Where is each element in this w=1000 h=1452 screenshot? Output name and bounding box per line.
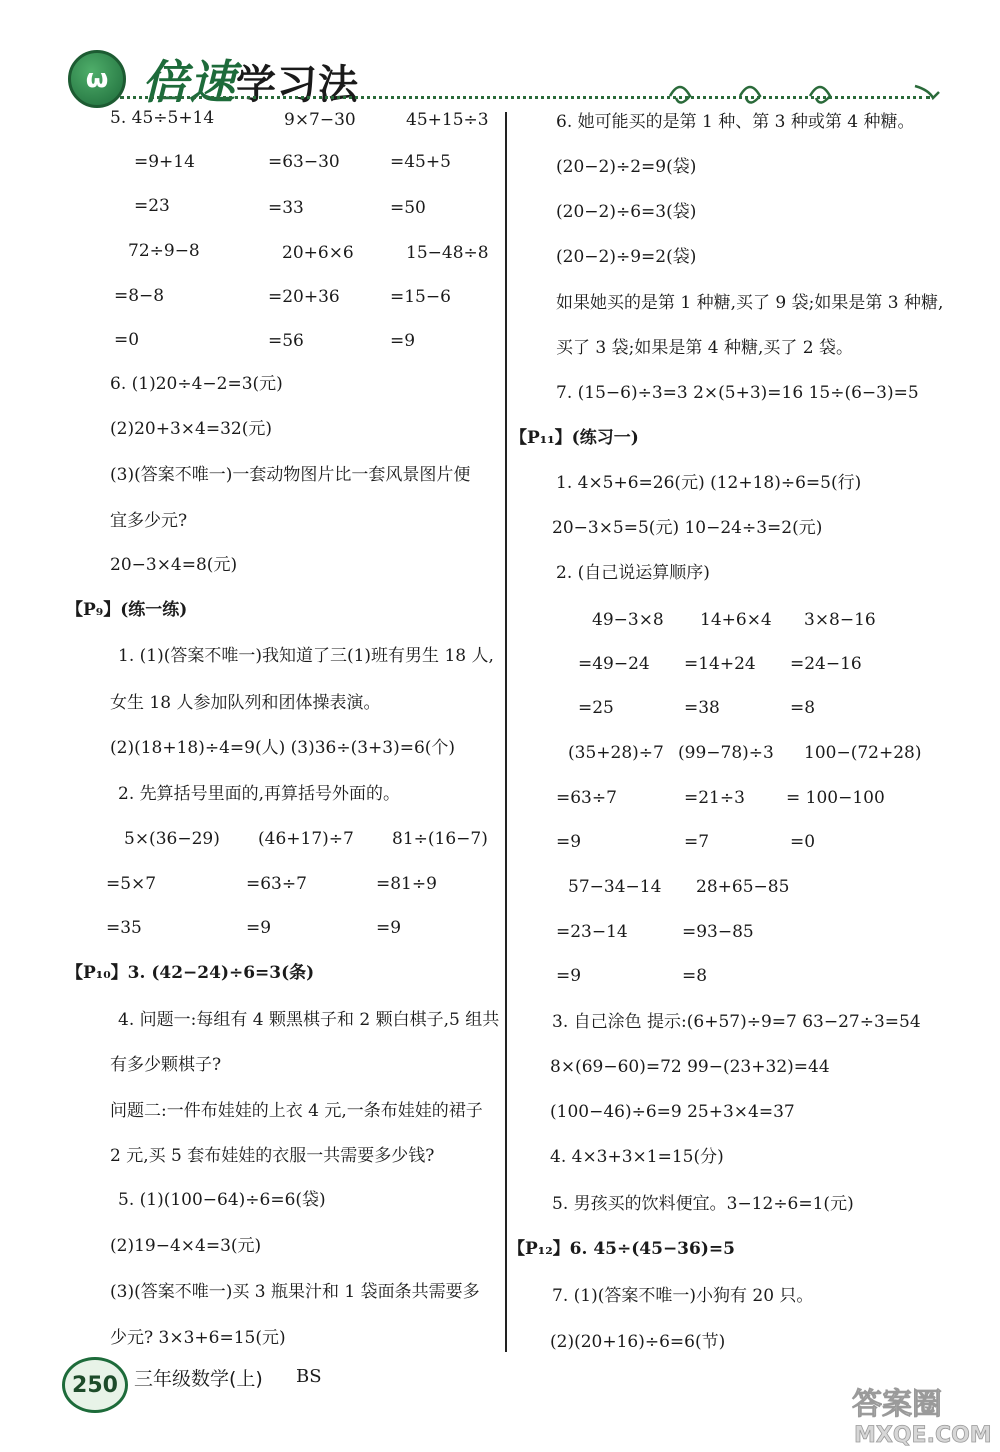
right-line: 14+6×4 <box>700 610 772 630</box>
watermark-logo-icon <box>846 1380 996 1448</box>
left-line: 问题二:一件布娃娃的上衣 4 元,一条布娃娃的裙子 <box>110 1101 483 1121</box>
brand-title <box>142 46 359 112</box>
right-line: 买了 3 袋;如果是第 4 种糖,买了 2 袋。 <box>556 338 854 358</box>
right-line: =38 <box>684 698 720 718</box>
right-line: =7 <box>684 832 710 852</box>
watermark-brand: 答案圈 <box>852 1387 942 1422</box>
right-line: =0 <box>790 832 816 852</box>
left-line: 20+6×6 <box>282 243 354 263</box>
left-line: 81÷(16−7) <box>392 829 488 849</box>
left-line: 2 元,买 5 套布娃娃的衣服一共需要多少钱? <box>110 1146 435 1166</box>
brand-title-accent: 学习法 <box>236 62 359 108</box>
watermark-url: MXQE.COM <box>854 1423 992 1448</box>
left-line: 72÷9−8 <box>128 241 200 261</box>
left-line: =15−6 <box>390 287 451 307</box>
right-line: =9 <box>556 966 582 986</box>
left-line: =9 <box>376 918 402 938</box>
left-line: 9×7−30 <box>284 110 356 130</box>
left-line: (3)(答案不唯一)一套动物图片比一套风景图片便 <box>110 465 471 485</box>
decorative-swirls-icon <box>660 76 950 108</box>
right-line: (20−2)÷6=3(袋) <box>556 202 697 222</box>
left-line: =23 <box>134 196 170 216</box>
right-line: 6. 她可能买的是第 1 种、第 3 种或第 4 种糖。 <box>556 112 915 132</box>
left-line: (46+17)÷7 <box>258 829 354 849</box>
footer-subject: 三年级数学(上) <box>134 1368 263 1390</box>
right-line: 5. 男孩买的饮料便宜。3−12÷6=1(元) <box>552 1194 854 1214</box>
right-line: (2)(20+16)÷6=6(节) <box>550 1332 726 1352</box>
right-line: =63÷7 <box>556 788 617 808</box>
left-line: (2)(18+18)÷4=9(人) (3)36÷(3+3)=6(个) <box>110 738 456 758</box>
brand-logo <box>68 50 126 108</box>
column-divider <box>505 112 507 1352</box>
right-line: 20−3×5=5(元) 10−24÷3=2(元) <box>552 518 823 538</box>
left-line: (3)(答案不唯一)买 3 瓶果汁和 1 袋面条共需要多 <box>110 1282 480 1302</box>
right-line: =8 <box>790 698 816 718</box>
brand-logo-glyph: ω <box>85 64 109 94</box>
header-rule <box>120 96 930 99</box>
right-line: 8×(69−60)=72 99−(23+32)=44 <box>550 1057 830 1077</box>
right-line: 1. 4×5+6=26(元) (12+18)÷6=5(行) <box>556 473 862 493</box>
left-line: 女生 18 人参加队列和团体操表演。 <box>110 693 381 713</box>
right-line: 100−(72+28) <box>804 743 922 763</box>
left-line: =50 <box>390 198 426 218</box>
right-line: =23−14 <box>556 922 628 942</box>
left-line: =56 <box>268 331 304 351</box>
section-heading-p12: 【P₁₂】6. 45÷(45−36)=5 <box>508 1239 735 1259</box>
left-line: 5. 45÷5+14 <box>110 108 215 128</box>
left-line: =33 <box>268 198 304 218</box>
left-line: 有多少颗棋子? <box>110 1055 222 1075</box>
right-line: 7. (15−6)÷3=3 2×(5+3)=16 15÷(6−3)=5 <box>556 383 919 403</box>
right-line: (100−46)÷6=9 25+3×4=37 <box>550 1102 795 1122</box>
left-line: =9+14 <box>134 152 195 172</box>
left-line: =45+5 <box>390 152 451 172</box>
left-line: 2. 先算括号里面的,再算括号外面的。 <box>118 784 401 804</box>
page-number-badge <box>62 1357 128 1413</box>
right-line: =24−16 <box>790 654 862 674</box>
right-line: 57−34−14 <box>568 877 662 897</box>
page-number: 250 <box>72 1372 118 1398</box>
left-line: =81÷9 <box>376 874 437 894</box>
right-line: = 100−100 <box>786 788 885 808</box>
right-line: =93−85 <box>682 922 754 942</box>
left-line: 20−3×4=8(元) <box>110 555 238 575</box>
right-line: 28+65−85 <box>696 877 790 897</box>
right-line: 4. 4×3+3×1=15(分) <box>550 1147 724 1167</box>
right-line: 2. (自己说运算顺序) <box>556 563 710 583</box>
right-line: =8 <box>682 966 708 986</box>
section-heading-p11: 【P₁₁】(练习一) <box>510 428 639 448</box>
left-line: =20+36 <box>268 287 340 307</box>
left-line: 4. 问题一:每组有 4 颗黑棋子和 2 颗白棋子,5 组共 <box>118 1010 500 1030</box>
left-line: 45+15÷3 <box>406 110 489 130</box>
brand-title-main: 倍速 <box>142 55 236 109</box>
left-line: 宜多少元? <box>110 511 188 531</box>
right-line: (20−2)÷2=9(袋) <box>556 157 697 177</box>
right-line: =49−24 <box>578 654 650 674</box>
section-heading-p10: 【P₁₀】3. (42−24)÷6=3(条) <box>66 963 315 983</box>
right-line: 如果她买的是第 1 种糖,买了 9 袋;如果是第 3 种糖, <box>556 293 944 313</box>
left-line: =63÷7 <box>246 874 307 894</box>
section-heading-p9: 【P₉】(练一练) <box>66 600 188 620</box>
right-line: =21÷3 <box>684 788 745 808</box>
left-line: (2)20+3×4=32(元) <box>110 419 272 439</box>
right-line: (99−78)÷3 <box>678 743 774 763</box>
footer-edition: BS <box>296 1366 322 1387</box>
right-line: 3×8−16 <box>804 610 876 630</box>
left-line: =8−8 <box>114 286 165 306</box>
left-line: 5. (1)(100−64)÷6=6(袋) <box>118 1190 326 1210</box>
left-line: 少元? 3×3+6=15(元) <box>110 1328 286 1348</box>
left-line: =9 <box>246 918 272 938</box>
right-line: (20−2)÷9=2(袋) <box>556 247 697 267</box>
right-line: 3. 自己涂色 提示:(6+57)÷9=7 63−27÷3=54 <box>552 1012 921 1032</box>
left-line: (2)19−4×4=3(元) <box>110 1236 262 1256</box>
right-line: =9 <box>556 832 582 852</box>
right-line: =14+24 <box>684 654 756 674</box>
right-line: 49−3×8 <box>592 610 664 630</box>
left-line: 6. (1)20÷4−2=3(元) <box>110 374 283 394</box>
left-line: =35 <box>106 918 142 938</box>
left-line: 15−48÷8 <box>406 243 489 263</box>
right-line: (35+28)÷7 <box>568 743 664 763</box>
left-line: =63−30 <box>268 152 340 172</box>
left-line: =9 <box>390 331 416 351</box>
right-line: =25 <box>578 698 614 718</box>
left-line: =0 <box>114 330 140 350</box>
left-line: 1. (1)(答案不唯一)我知道了三(1)班有男生 18 人, <box>118 646 494 666</box>
left-line: =5×7 <box>106 874 157 894</box>
left-line: 5×(36−29) <box>124 829 220 849</box>
page-header <box>0 0 1000 110</box>
right-line: 7. (1)(答案不唯一)小狗有 20 只。 <box>552 1286 814 1306</box>
